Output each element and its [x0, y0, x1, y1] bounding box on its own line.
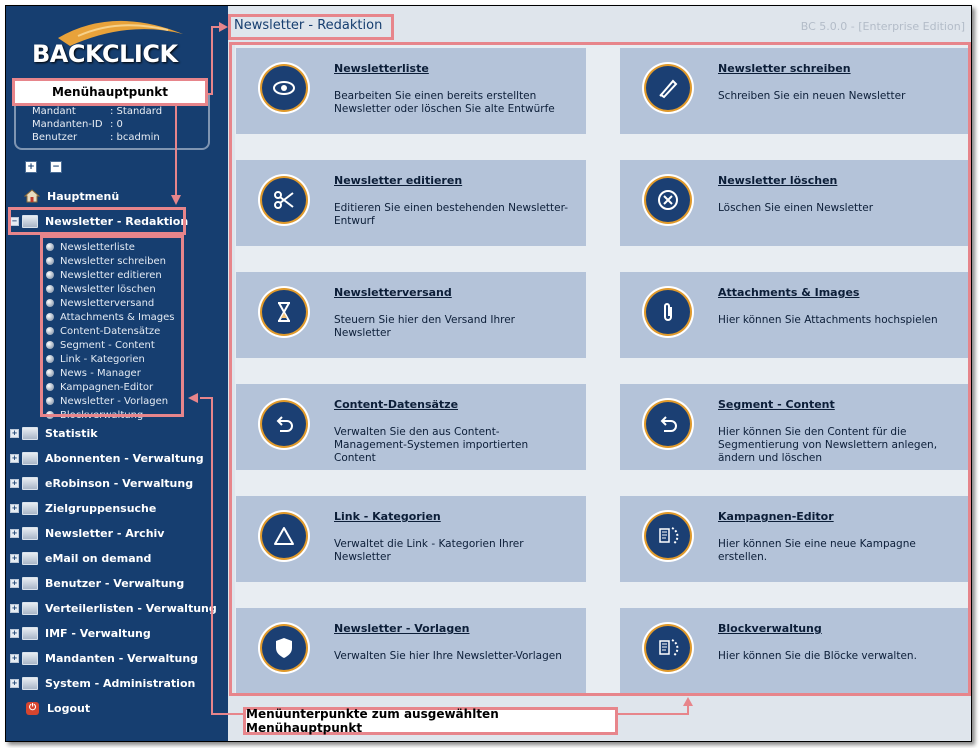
sub-item-newsletterversand[interactable]: Newsletterversand	[46, 296, 175, 310]
expand-node-icon[interactable]: +	[11, 578, 18, 587]
callout-menu-main: Menühauptpunkt	[12, 78, 208, 106]
folder-icon	[22, 527, 38, 540]
card-newsletter-loeschen[interactable]	[620, 160, 970, 246]
expand-node-icon[interactable]: +	[11, 528, 18, 537]
sub-item-newsletter-loeschen[interactable]: Newsletter löschen	[46, 282, 175, 296]
delete-icon	[646, 178, 690, 222]
bullet-icon	[46, 285, 54, 293]
hourglass-icon	[262, 290, 306, 334]
card-blockverwaltung[interactable]	[620, 608, 970, 694]
collapse-all-button[interactable]: −	[50, 161, 62, 173]
card-description: Verwalten Sie hier Ihre Newsletter-Vorlagen	[334, 650, 562, 662]
triangle-icon	[262, 514, 306, 558]
nav-item-newsletter-redaktion[interactable]	[10, 212, 188, 230]
card-newsletter-editieren[interactable]	[236, 160, 586, 246]
folder-open-icon	[22, 215, 38, 228]
card-description: Hier können Sie die Blöcke verwalten.	[718, 650, 917, 662]
bullet-icon	[46, 369, 54, 377]
paperclip-icon	[646, 290, 690, 334]
card-title[interactable]: Newsletterversand	[334, 286, 452, 299]
expand-node-icon[interactable]: +	[11, 603, 18, 612]
card-title[interactable]: Newsletter - Vorlagen	[334, 622, 470, 635]
card-description: Hier können Sie den Content für die Segmentierung von Newslettern anlegen, ändern und löschen	[718, 426, 938, 464]
card-title[interactable]: Kampagnen-Editor	[718, 510, 834, 523]
folder-icon	[22, 477, 38, 490]
card-kampagnen-editor[interactable]	[620, 496, 970, 582]
pen-icon	[646, 66, 690, 110]
bullet-icon	[46, 257, 54, 265]
card-grid	[235, 44, 969, 696]
nav-item-statistik[interactable]: + Statistik	[11, 426, 98, 440]
eye-icon	[262, 66, 306, 110]
bullet-icon	[46, 243, 54, 251]
expand-node-icon[interactable]: +	[11, 428, 18, 437]
nav-item-logout[interactable]: ⏻ Logout	[12, 699, 90, 717]
version-label: BC 5.0.0 - [Enterprise Edition]	[800, 20, 965, 33]
sub-item-newsletter-vorlagen[interactable]: Newsletter - Vorlagen	[46, 394, 175, 408]
bullet-icon	[46, 397, 54, 405]
bullet-icon	[46, 327, 54, 335]
expand-node-icon[interactable]: +	[11, 553, 18, 562]
card-title[interactable]: Newsletter löschen	[718, 174, 838, 187]
sub-item-newsletterliste[interactable]: Newsletterliste	[46, 240, 175, 254]
card-title[interactable]: Segment - Content	[718, 398, 835, 411]
nav-item-email-on-demand[interactable]: + eMail on demand	[11, 551, 152, 565]
backclick-logo	[18, 16, 213, 81]
folder-icon	[22, 652, 38, 665]
folder-icon	[22, 577, 38, 590]
bullet-icon	[46, 299, 54, 307]
shield-icon	[262, 626, 306, 670]
card-segment-content[interactable]	[620, 384, 970, 470]
card-description: Löschen Sie einen Newsletter	[718, 202, 874, 214]
expand-node-icon[interactable]: +	[11, 628, 18, 637]
bullet-icon	[46, 383, 54, 391]
card-newsletterversand[interactable]	[236, 272, 586, 358]
card-title[interactable]: Blockverwaltung	[718, 622, 822, 635]
folder-icon	[22, 452, 38, 465]
sub-item-blockverwaltung[interactable]: Blockverwaltung	[46, 408, 175, 422]
sub-item-newsletter-schreiben[interactable]: Newsletter schreiben	[46, 254, 175, 268]
expand-node-icon[interactable]: +	[11, 678, 18, 687]
card-newsletterliste[interactable]	[236, 48, 586, 134]
nav-item-abonnenten[interactable]: + Abonnenten - Verwaltung	[11, 451, 204, 465]
card-title[interactable]: Newsletter editieren	[334, 174, 463, 187]
card-description: Verwaltet die Link - Kategorien Ihrer Newsletter	[334, 538, 524, 563]
callout-menu-sub: Menüunterpunkte zum ausgewählten Menühauptpunkt	[243, 707, 618, 735]
nav-item-zielgruppensuche[interactable]: + Zielgruppensuche	[11, 501, 157, 515]
nav-label-newsletter-redaktion: Newsletter - Redaktion	[45, 214, 189, 228]
card-title[interactable]: Link - Kategorien	[334, 510, 441, 523]
card-description: Steuern Sie hier den Versand Ihrer Newsletter	[334, 314, 515, 339]
bullet-icon	[46, 313, 54, 321]
card-newsletter-vorlagen[interactable]	[236, 608, 586, 694]
folder-icon	[22, 627, 38, 640]
folder-icon	[22, 552, 38, 565]
card-description: Schreiben Sie ein neuen Newsletter	[718, 90, 906, 102]
app-window	[5, 5, 972, 742]
sub-item-newsletter-editieren[interactable]: Newsletter editieren	[46, 268, 175, 282]
document-cycle-icon	[646, 626, 690, 670]
info-mandanten-id: Mandanten-ID : 0	[32, 119, 123, 130]
nav-item-benutzer[interactable]: + Benutzer - Verwaltung	[11, 576, 185, 590]
info-benutzer: Benutzer : bcadmin	[32, 132, 160, 143]
card-content-datensaetze[interactable]	[236, 384, 586, 470]
folder-icon	[22, 602, 38, 615]
bullet-icon	[46, 271, 54, 279]
nav-item-verteilerlisten[interactable]: + Verteilerlisten - Verwaltung	[11, 601, 217, 615]
main-content	[228, 6, 971, 741]
expand-all-button[interactable]: +	[25, 161, 37, 173]
sub-item-content-datensaetze[interactable]: Content-Datensätze	[46, 324, 175, 338]
scissors-icon	[262, 178, 306, 222]
nav-item-imf[interactable]: + IMF - Verwaltung	[11, 626, 151, 640]
card-title[interactable]: Newsletterliste	[334, 62, 429, 75]
card-attachments-images[interactable]	[620, 272, 970, 358]
sub-menu-list	[46, 240, 175, 422]
expand-node-icon[interactable]: +	[11, 503, 18, 512]
nav-item-mandanten[interactable]: + Mandanten - Verwaltung	[11, 651, 199, 665]
expand-node-icon[interactable]: +	[11, 453, 18, 462]
card-title[interactable]: Attachments & Images	[718, 286, 860, 299]
folder-icon	[22, 502, 38, 515]
card-description: Verwalten Sie den aus Content-Management-Systemen importierten Content	[334, 426, 529, 464]
page-title: Newsletter - Redaktion	[234, 18, 383, 33]
bullet-icon	[46, 341, 54, 349]
expand-node-icon[interactable]: +	[11, 478, 18, 487]
card-description: Hier können Sie eine neue Kampagne erstellen.	[718, 538, 916, 563]
card-newsletter-schreiben[interactable]	[620, 48, 970, 134]
sub-item-kampagnen-editor[interactable]: Kampagnen-Editor	[46, 380, 175, 394]
card-link-kategorien[interactable]	[236, 496, 586, 582]
nav-item-newsletter-archiv[interactable]: + Newsletter - Archiv	[11, 526, 165, 540]
info-mandant: Mandant : Standard	[32, 106, 163, 117]
nav-item-hauptmenu[interactable]	[24, 187, 119, 205]
collapse-node-icon[interactable]: −	[11, 216, 18, 225]
nav-item-erobinson[interactable]: + eRobinson - Verwaltung	[11, 476, 194, 490]
sub-item-news-manager[interactable]: News - Manager	[46, 366, 175, 380]
home-icon	[24, 189, 40, 203]
card-description: Bearbeiten Sie einen bereits erstellten Newsletter oder löschen Sie alte Entwürfe	[334, 90, 555, 115]
undo-arrow-icon	[646, 402, 690, 446]
logo-text: BACKCLICK	[32, 40, 178, 68]
folder-icon	[22, 677, 38, 690]
nav-item-system[interactable]: + System - Administration	[11, 676, 196, 690]
card-title[interactable]: Newsletter schreiben	[718, 62, 851, 75]
card-description: Hier können Sie Attachments hochspielen	[718, 314, 938, 326]
nav-label-hauptmenu: Hauptmenü	[47, 189, 120, 203]
sub-item-link-kategorien[interactable]: Link - Kategorien	[46, 352, 175, 366]
bullet-icon	[46, 411, 54, 419]
bullet-icon	[46, 355, 54, 363]
folder-icon	[22, 427, 38, 440]
undo-arrow-icon	[262, 402, 306, 446]
card-title[interactable]: Content-Datensätze	[334, 398, 459, 411]
sidebar	[6, 6, 228, 741]
power-icon: ⏻	[26, 702, 39, 715]
sub-item-attachments[interactable]: Attachments & Images	[46, 310, 175, 324]
card-description: Editieren Sie einen bestehenden Newsletter-Entwurf	[334, 202, 569, 227]
document-cycle-icon	[646, 514, 690, 558]
sub-item-segment-content[interactable]: Segment - Content	[46, 338, 175, 352]
expand-node-icon[interactable]: +	[11, 653, 18, 662]
